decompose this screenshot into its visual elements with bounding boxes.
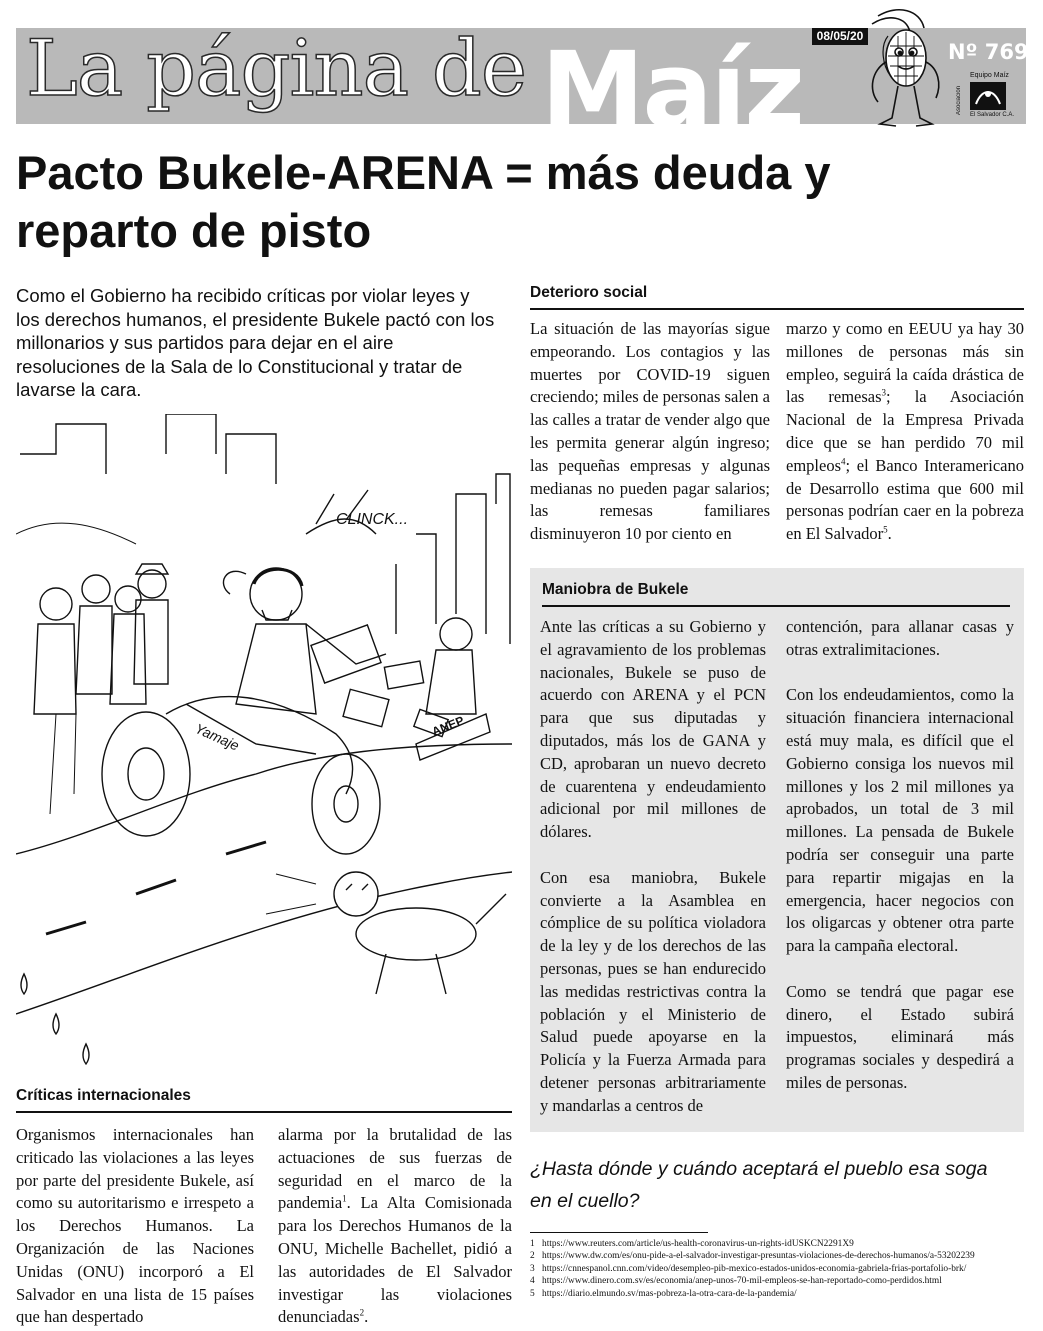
masthead-brand: Maíz xyxy=(541,29,803,151)
footnote-item[interactable] xyxy=(530,1250,1026,1262)
criticas-column-1: Organismos internacionales han criticado las violaciones a las leyes por parte del presidente Bukele, así como su autoritarismo e irrespeto a los Derechos Humanos. La Organización de las Naciones Unidas (ONU) incorporó a El Salvador en una lista de 15 países que han despertado xyxy=(16,1125,254,1327)
footnote-item[interactable] xyxy=(530,1263,1026,1275)
closing-question: ¿Hasta dónde y cuándo aceptará el pueblo esa soga en el cuello? xyxy=(530,1158,988,1212)
issue-date: 08/05/20 xyxy=(812,28,868,45)
org-name: Equipo Maíz xyxy=(970,72,1009,79)
deterioro-col2-text-a: marzo y como en EEUU ya hay 30 millones de personas más sin empleo, seguirá la caída drástica de las remesas xyxy=(786,319,1024,407)
footnote-number: 3 xyxy=(530,1263,535,1274)
footnotes-divider xyxy=(530,1232,708,1233)
footnote-ref-4: 4 xyxy=(841,456,846,467)
maniobra-col1-paragraph-2: Con esa maniobra, Bukele convierte a la Asamblea en cómplice de su política violadora de la ley y de los derechos de las personas, pues se han endurecido las medidas restrictivas contra la población y el Ministerio de Salud puede apoyarse en la Policía y la Fuerza Armada para detener personas arbitrariamente y mandarlas a centros de xyxy=(540,867,766,1115)
footnote-link[interactable]: https://www.reuters.com/article/us-health-coronavirus-un-rights-idUSKCN2291X9 xyxy=(542,1239,854,1249)
footnote-link[interactable]: https://www.dinero.com.sv/es/economia/anep-unos-70-mil-empleos-se-han-reportado-como-perdidos.html xyxy=(542,1276,942,1287)
footnote-ref-2: 2 xyxy=(359,1307,365,1318)
maniobra-column-1 xyxy=(540,616,766,1118)
deterioro-column-1: La situación de las mayorías sigue empeorando. Los contagios y las muertes por COVID-19 siguen creciendo; miles de personas salen a las calles a tratar de vender algo que les permita generar algún ingreso; las pequeñas empresas y algunas medianas no pueden pagar salarios; las remesas familiares disminuyeron 10 por ciento en xyxy=(530,319,770,544)
footnote-ref-3: 3 xyxy=(881,387,887,398)
maniobra-col2-paragraph-3: Como se tendrá que pagar ese dinero, el Estado subirá impuestos, eliminará más programas sociales y despedirá a miles de personas. xyxy=(786,981,1014,1092)
footnote-number: 5 xyxy=(530,1288,535,1299)
maniobra-box xyxy=(530,568,1024,1132)
equipo-maiz-logo-icon xyxy=(970,82,1006,110)
footnote-link[interactable]: https://cnnespanol.cnn.com/video/desempleo-pib-mexico-estados-unidos-economia-gabriela-frias-portafolio-brk/ xyxy=(542,1263,967,1274)
cartoon-sign-text: ANEP xyxy=(429,713,467,739)
criticas-col2-text-b: . La Alta Comisionada para los Derechos Humanos de la ONU, Michelle Bachellet, pidió a las autoridades de El Salvador investigar las violaciones denunciadas xyxy=(278,1193,512,1327)
footnote-number: 4 xyxy=(530,1276,535,1287)
footnote-number: 2 xyxy=(530,1251,535,1262)
deterioro-col2-text-d: . xyxy=(887,524,892,544)
org-country: El Salvador C.A. xyxy=(970,112,1015,118)
masthead-title: La página de xyxy=(26,24,527,114)
cartoon-clinck-text: CLINCK... xyxy=(336,511,409,528)
footnote-item[interactable] xyxy=(530,1275,1026,1287)
cartoon-moto-brand: Yamaje xyxy=(192,720,242,754)
criticas-col2-text-c: . xyxy=(364,1307,369,1327)
issue-number: Nº 769 xyxy=(948,40,1029,64)
footnote-ref-5: 5 xyxy=(883,524,888,535)
footnote-link[interactable]: https://www.dw.com/es/onu-pide-a-el-salvador-investigar-presuntas-violaciones-de-derechos-humanos/a-53202239 xyxy=(542,1251,975,1262)
section-heading-criticas: Críticas internacionales xyxy=(16,1086,512,1113)
maniobra-col1-paragraph-1: Ante las críticas a su Gobierno y el agravamiento de los problemas nacionales, Bukele se puso de acuerdo con ARENA y el PCN para que sus diputadas y diputados, más los de GANA y CD, aprobaran un nuevo decreto de cuarentena y endeudamiento adicional por mil millones de dólares. xyxy=(540,617,766,842)
lead-paragraph: Como el Gobierno ha recibido críticas por violar leyes y los derechos humanos, el presidente Bukele pactó con los millonarios y sus partidos para dejar en el aire resoluciones de la Sala de lo Constitucional y tratar de lavarse la cara. xyxy=(16,285,495,400)
page-headline: Pacto Bukele-ARENA = más deuda y reparto de pisto xyxy=(16,146,831,257)
maniobra-col2-paragraph-2: Con los endeudamientos, como la situación financiera internacional está muy mala, es difícil que el Gobierno consiga los nuevos mil millones y los 2 mil millones ya aprobados, un total de 3 mil millones. La pensada de Bukele podría ser conseguir una parte para repartir migajas en la emergencia, hacer negocios con los oligarcas y obtener otra parte para la campaña electoral. xyxy=(786,685,1014,956)
maniobra-column-2 xyxy=(786,616,1014,1095)
maniobra-col2-paragraph-1: contención, para allanar casas y otras extralimitaciones. xyxy=(786,617,1014,659)
org-label-vertical: Asociación xyxy=(956,85,962,115)
footnote-ref-1: 1 xyxy=(342,1193,347,1204)
deterioro-col2-text-b: ; la Asociación Nacional de la Empresa Privada dice que se han perdido 70 mil empleos xyxy=(786,387,1024,475)
corn-mascot-illustration xyxy=(858,6,950,140)
deterioro-col2-text-c: ; el Banco Interamericano de Desarrollo estima que 600 mil personas podrían caer en la pobreza en El Salvador xyxy=(786,455,1024,544)
deterioro-column-2 xyxy=(786,318,1024,546)
footnote-link[interactable]: https://diario.elmundo.sv/mas-pobreza-la-otra-cara-de-la-pandemia/ xyxy=(542,1288,797,1299)
criticas-column-2 xyxy=(278,1124,512,1329)
section-heading-maniobra: Maniobra de Bukele xyxy=(542,580,1010,607)
editorial-cartoon xyxy=(16,414,512,1068)
section-heading-deterioro: Deterioro social xyxy=(530,283,1024,310)
footnotes-list xyxy=(530,1238,1026,1300)
footnote-item[interactable] xyxy=(530,1288,1026,1300)
criticas-col2-text-a: alarma por la brutalidad de las actuaciones de sus fuerzas de seguridad en el marco de la pandemia xyxy=(278,1125,512,1213)
footnote-number: 1 xyxy=(530,1239,535,1249)
footnote-item[interactable] xyxy=(530,1238,1026,1250)
